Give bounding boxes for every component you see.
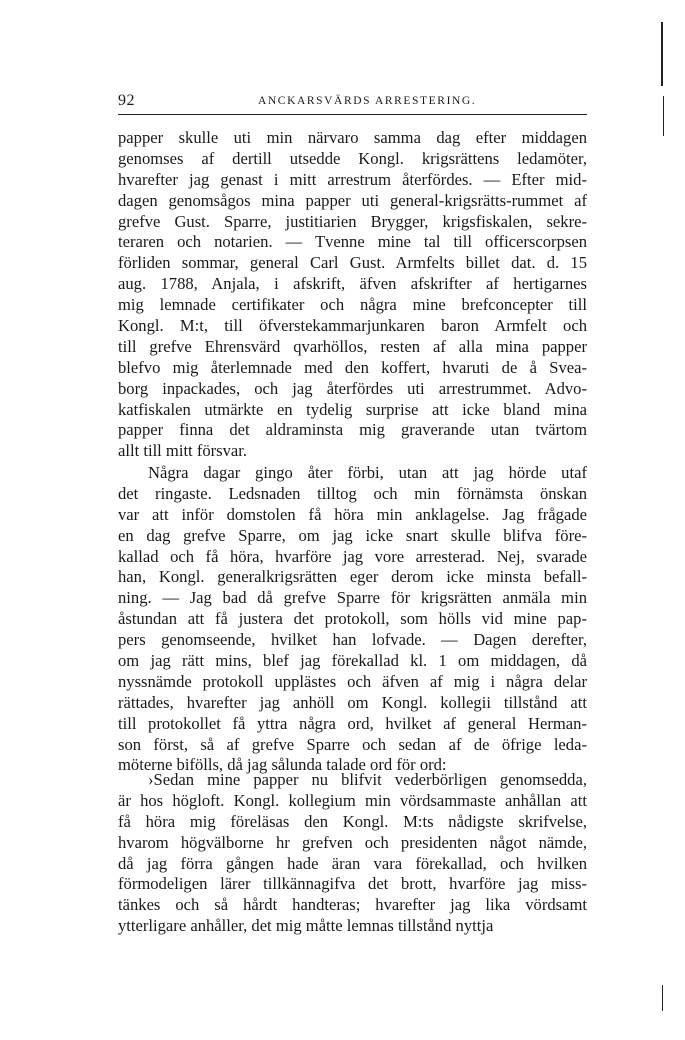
text-line: genomses af dertill utsedde Kongl. krigsrättens ledamöter, [118, 148, 587, 168]
text-line: teraren och notarien. — Tvenne mine tal till officerscorpsen [118, 232, 587, 252]
text-line: ning. — Jag bad då grefve Sparre för krigsrätten anmäla min [118, 588, 587, 608]
text-line: papper finna det aldraminsta mig graverande utan tvärtom [118, 420, 587, 440]
text-line: dagen genomsågos mina papper uti general-krigsrätts-rummet af [118, 190, 587, 210]
text-line: möterne bifölls, då jag sålunda talade ord för ord: [118, 755, 447, 775]
text-line: en dag grefve Sparre, om jag icke snart skulle blifva före- [118, 525, 587, 545]
text-line: katfiskalen utmärkte en tydelig surprise att icke bland mina [118, 399, 587, 419]
paragraph-3-quotation [118, 770, 587, 937]
text-line: nyssnämde protokoll upplästes och äfven af mig i några delar [118, 671, 587, 691]
text-line: han, Kongl. generalkrigsrätten eger derom icke minsta befall- [118, 567, 587, 587]
text-line: till protokollet få yttra några ord, hvilket af general Herman- [118, 713, 587, 733]
text-line: Kongl. M:t, till öfverstekammarjunkaren baron Armfelt och [118, 316, 587, 336]
text-line: borg inpackades, och jag återfördes uti arrestrummet. Advo- [118, 378, 587, 398]
text-line: till grefve Ehrensvärd qvarhöllos, resten af alla mina papper [118, 336, 587, 356]
paragraph-1 [118, 128, 587, 462]
text-line: ytterligare anhåller, det mig måtte lemnas tillstånd nyttja [118, 916, 494, 936]
text-line: var att inför domstolen få höra min anklagelse. Jag frågade [118, 504, 587, 524]
page-number: 92 [118, 92, 135, 109]
scan-edge-mark [662, 985, 663, 1011]
text-line: blefvo mig återlemnade med den koffert, hvaruti de å Svea- [118, 357, 587, 377]
text-line: det ringaste. Ledsnaden tilltog och min förnämsta önskan [118, 483, 587, 503]
scan-edge-mark [663, 96, 664, 136]
text-line: pers genomseende, hvilket han lofvade. — Dagen derefter, [118, 630, 587, 650]
text-line: Några dagar gingo åter förbi, utan att jag hörde utaf [148, 463, 587, 482]
text-line: papper skulle uti min närvaro samma dag efter middagen [118, 128, 587, 147]
header-rule [118, 114, 587, 115]
scan-edge-mark [661, 22, 663, 86]
text-line: kallad och få höra, hvarföre jag vore arresterad. Nej, svarade [118, 546, 587, 566]
text-line: hvarefter jag genast i mitt arrestrum återfördes. — Efter mid- [118, 169, 587, 189]
text-line: grefve Gust. Sparre, justitiarien Brygger, krigsfiskalen, sekre- [118, 211, 587, 231]
text-line: är hos högloft. Kongl. kollegium min vördsammaste anhållan att [118, 790, 587, 810]
text-line: hvarom högvälborne hr grefven och presidenten något nämde, [118, 832, 587, 852]
text-line: mig lemnade certifikater och några mine brefconcepter till [118, 295, 587, 315]
text-line: allt till mitt försvar. [118, 441, 248, 461]
text-line: åstundan att få justera det protokoll, som hölls vid mine pap- [118, 609, 587, 629]
text-line: om jag rätt mins, blef jag förekallad kl. 1 om middagen, då [118, 651, 587, 671]
text-line: förmodeligen lärer tillkännagifva det brott, hvarföre jag miss- [118, 874, 587, 894]
text-line: aug. 1788, Anjala, i afskrift, äfven afskrifter af hertigarnes [118, 274, 587, 294]
text-line: få höra mig föreläsas den Kongl. M:ts nådigste skrifvelse, [118, 811, 587, 831]
text-line: ›Sedan mine papper nu blifvit vederbörligen genomsedda, [148, 770, 587, 789]
paragraph-2 [118, 463, 587, 776]
text-line: tänkes och så hårdt handteras; hvarefter jag lika vördsamt [118, 895, 587, 915]
text-line: son först, så af grefve Sparre och sedan af de öfrige leda- [118, 734, 587, 754]
running-head: ANCKARSVÄRDS ARRESTERING. [258, 95, 477, 107]
text-line: förliden sommar, general Carl Gust. Armfelts billet dat. d. 15 [118, 253, 587, 273]
text-line: rättades, hvarefter jag anhöll om Kongl. kollegii tillstånd att [118, 692, 587, 712]
text-line: då jag förra gången hade äran vara förekallad, och hvilken [118, 853, 587, 873]
page-header [118, 90, 587, 116]
